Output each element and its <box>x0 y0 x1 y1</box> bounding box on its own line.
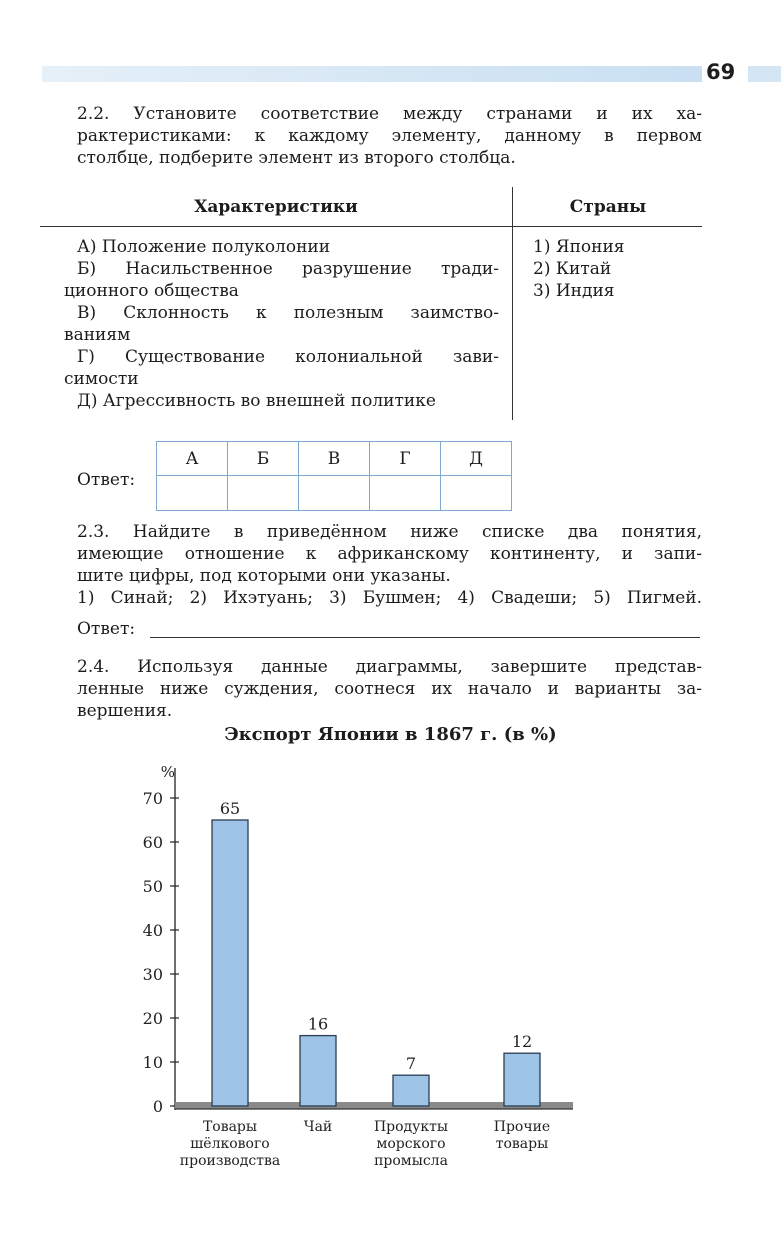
characteristic-item-cont: ваниям <box>64 325 131 345</box>
characteristic-item-cont: симости <box>64 369 139 389</box>
x-category-label: Продукты <box>373 1119 449 1135</box>
x-category-label: товары <box>495 1136 549 1152</box>
country-item: 1) Япония <box>533 237 625 257</box>
characteristic-item: В) Склонность к полезным заимство- <box>77 303 499 323</box>
task-2-3-line: имеющие отношение к африканскому континенту, и запи- <box>77 544 702 564</box>
characteristic-item-cont: ционного общества <box>64 281 239 301</box>
characteristic-item: Г) Существование колониальной зави- <box>77 347 499 367</box>
page-number: 69 <box>706 60 736 84</box>
y-tick-label: 40 <box>142 921 163 940</box>
x-category-label: Чай <box>303 1119 333 1135</box>
task-2-3-options: 1) Синай; 2) Ихэтуань; 3) Бушмен; 4) Свадеши; 5) Пигмей. <box>77 588 702 608</box>
x-category-label: Товары <box>202 1119 258 1135</box>
y-tick-label: 60 <box>142 833 163 852</box>
characteristic-item: А) Положение полуколонии <box>77 237 331 257</box>
y-tick-label: 30 <box>142 965 163 984</box>
y-tick-label: 70 <box>142 789 163 808</box>
answer-label: Ответ: <box>77 619 136 639</box>
country-item: 2) Китай <box>533 259 612 279</box>
answer-grid-header: Д <box>441 442 512 476</box>
bar-value-label: 12 <box>511 1032 533 1052</box>
x-category-label: промысла <box>374 1153 448 1169</box>
task-2-3-line: шите цифры, под которыми они указаны. <box>77 566 451 586</box>
y-tick-label: 0 <box>152 1097 163 1116</box>
bar-value-label: 7 <box>405 1054 417 1074</box>
y-tick-label: 10 <box>142 1053 163 1072</box>
bar <box>212 820 248 1106</box>
bar <box>300 1036 336 1106</box>
bar <box>393 1075 429 1106</box>
task-2-2-line: столбце, подберите элемент из второго столбца. <box>77 148 516 168</box>
x-category-label: морского <box>376 1136 446 1152</box>
x-category-label: производства <box>179 1153 281 1169</box>
bar-value-label: 65 <box>219 799 241 818</box>
answer-grid-header: Г <box>370 442 441 476</box>
task-2-4-line: ленные ниже суждения, соотнеся их начало и варианты за- <box>77 679 702 699</box>
x-category-label: Прочие <box>493 1119 551 1135</box>
bar <box>504 1053 540 1106</box>
answer-grid-header: А <box>157 442 228 476</box>
x-category-label: шёлкового <box>190 1136 270 1152</box>
task-2-4-line: вершения. <box>77 701 173 721</box>
table-header-countries: Страны <box>569 197 647 217</box>
task-2-4-line: 2.4. Используя данные диаграммы, завершите представ- <box>77 657 702 677</box>
answer-grid-header: Б <box>228 442 299 476</box>
y-axis-unit-label: % <box>160 763 175 781</box>
task-2-3-line: 2.3. Найдите в приведённом ниже списке два понятия, <box>77 522 702 542</box>
chart-title: Экспорт Японии в 1867 г. (в %) <box>224 724 557 745</box>
characteristic-item: Б) Насильственное разрушение тради- <box>77 259 499 279</box>
answer-label: Ответ: <box>77 470 136 490</box>
task-2-2-line: рактеристиками: к каждому элементу, данному в первом <box>77 126 702 146</box>
y-tick-label: 20 <box>142 1009 163 1028</box>
characteristic-item: Д) Агрессивность во внешней политике <box>77 391 436 411</box>
answer-grid-header: В <box>299 442 370 476</box>
table-header-characteristics: Характеристики <box>194 197 358 217</box>
bar-value-label: 16 <box>307 1014 329 1034</box>
country-item: 3) Индия <box>533 281 615 301</box>
y-tick-label: 50 <box>142 877 163 896</box>
task-2-2-line: 2.2. Установите соответствие между странами и их ха- <box>77 104 702 124</box>
